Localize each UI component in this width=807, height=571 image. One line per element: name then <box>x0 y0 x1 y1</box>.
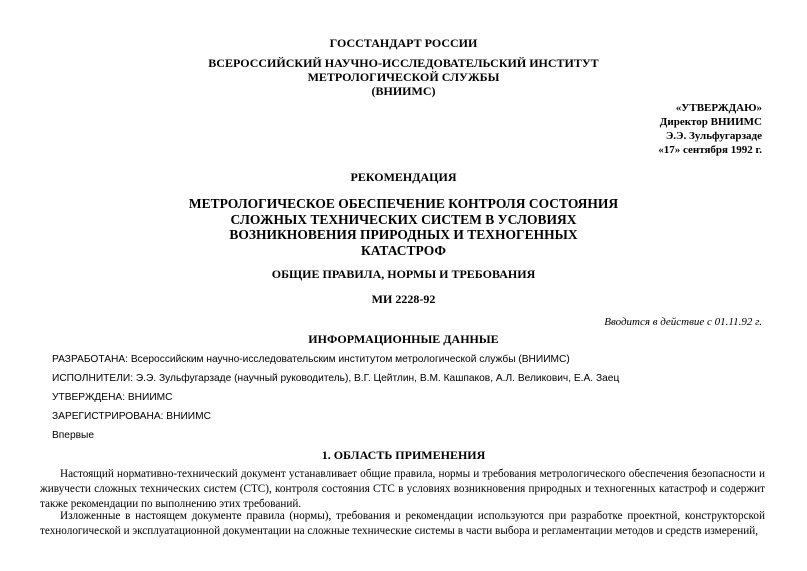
info-executors: ИСПОЛНИТЕЛИ: Э.Э. Зульфугарзаде (научный руководитель), В.Г. Цейтлин, В.М. Кашпаков, А.Л. Великович, Е.А. Заец <box>52 373 620 384</box>
info-developed: РАЗРАБОТАНА: Всероссийским научно-исследовательским институтом метрологической службы (ВНИИМС) <box>52 354 570 365</box>
info-heading: ИНФОРМАЦИОННЫЕ ДАННЫЕ <box>308 332 499 346</box>
agency-name: ГОССТАНДАРТ РОССИИ <box>329 36 478 50</box>
title-line: КАТАСТРОФ <box>361 242 446 258</box>
document-number: МИ 2228-92 <box>371 292 436 306</box>
section-1-paragraph-1: Настоящий нормативно-технический документ устанавливает общие правила, нормы и требования метрологического обеспечения безопасности и живучести сложных технических систем (СТС), контроля состояния СТС в условиях возникновения природных и техногенных катастроф и содержит также рекомендации по выполнению этих требований. <box>40 468 765 510</box>
approval-position: Директор ВНИИМС <box>659 116 762 128</box>
institute-line-1: ВСЕРОССИЙСКИЙ НАУЧНО-ИССЛЕДОВАТЕЛЬСКИЙ ИНСТИТУТ <box>208 56 599 70</box>
approval-name: Э.Э. Зульфугарзаде <box>665 130 762 142</box>
info-registered: ЗАРЕГИСТРИРОВАНА: ВНИИМС <box>52 411 211 422</box>
approval-stamp: «УТВЕРЖДАЮ» <box>675 102 762 114</box>
institute-abbr: (ВНИИМС) <box>371 84 436 98</box>
document-title <box>0 196 807 258</box>
title-line: СЛОЖНЫХ ТЕХНИЧЕСКИХ СИСТЕМ В УСЛОВИЯХ <box>230 211 577 227</box>
document-subtitle: ОБЩИЕ ПРАВИЛА, НОРМЫ И ТРЕБОВАНИЯ <box>271 267 536 281</box>
doc-type: РЕКОМЕНДАЦИЯ <box>350 170 457 184</box>
section-1-heading: 1. ОБЛАСТЬ ПРИМЕНЕНИЯ <box>321 448 486 462</box>
section-1-paragraph-2: Изложенные в настоящем документе правила (нормы), требования и рекомендации используются при разработке проектной, конструкторской технологической и эксплуатационной документации на сложные технические системы в части выбора и регламентации методов и средств измерений, <box>40 510 765 537</box>
approval-date: «17» сентября 1992 г. <box>658 144 762 156</box>
institute-line-2: МЕТРОЛОГИЧЕСКОЙ СЛУЖБЫ <box>307 70 500 84</box>
effective-date: Вводится в действие с 01.11.92 г. <box>604 316 762 328</box>
info-first-edition: Впервые <box>52 430 95 441</box>
info-approved: УТВЕРЖДЕНА: ВНИИМС <box>52 392 173 403</box>
title-line: ВОЗНИКНОВЕНИЯ ПРИРОДНЫХ И ТЕХНОГЕННЫХ <box>229 227 578 243</box>
title-line: МЕТРОЛОГИЧЕСКОЕ ОБЕСПЕЧЕНИЕ КОНТРОЛЯ СОСТОЯНИЯ <box>188 196 619 211</box>
approval-block <box>658 101 762 157</box>
